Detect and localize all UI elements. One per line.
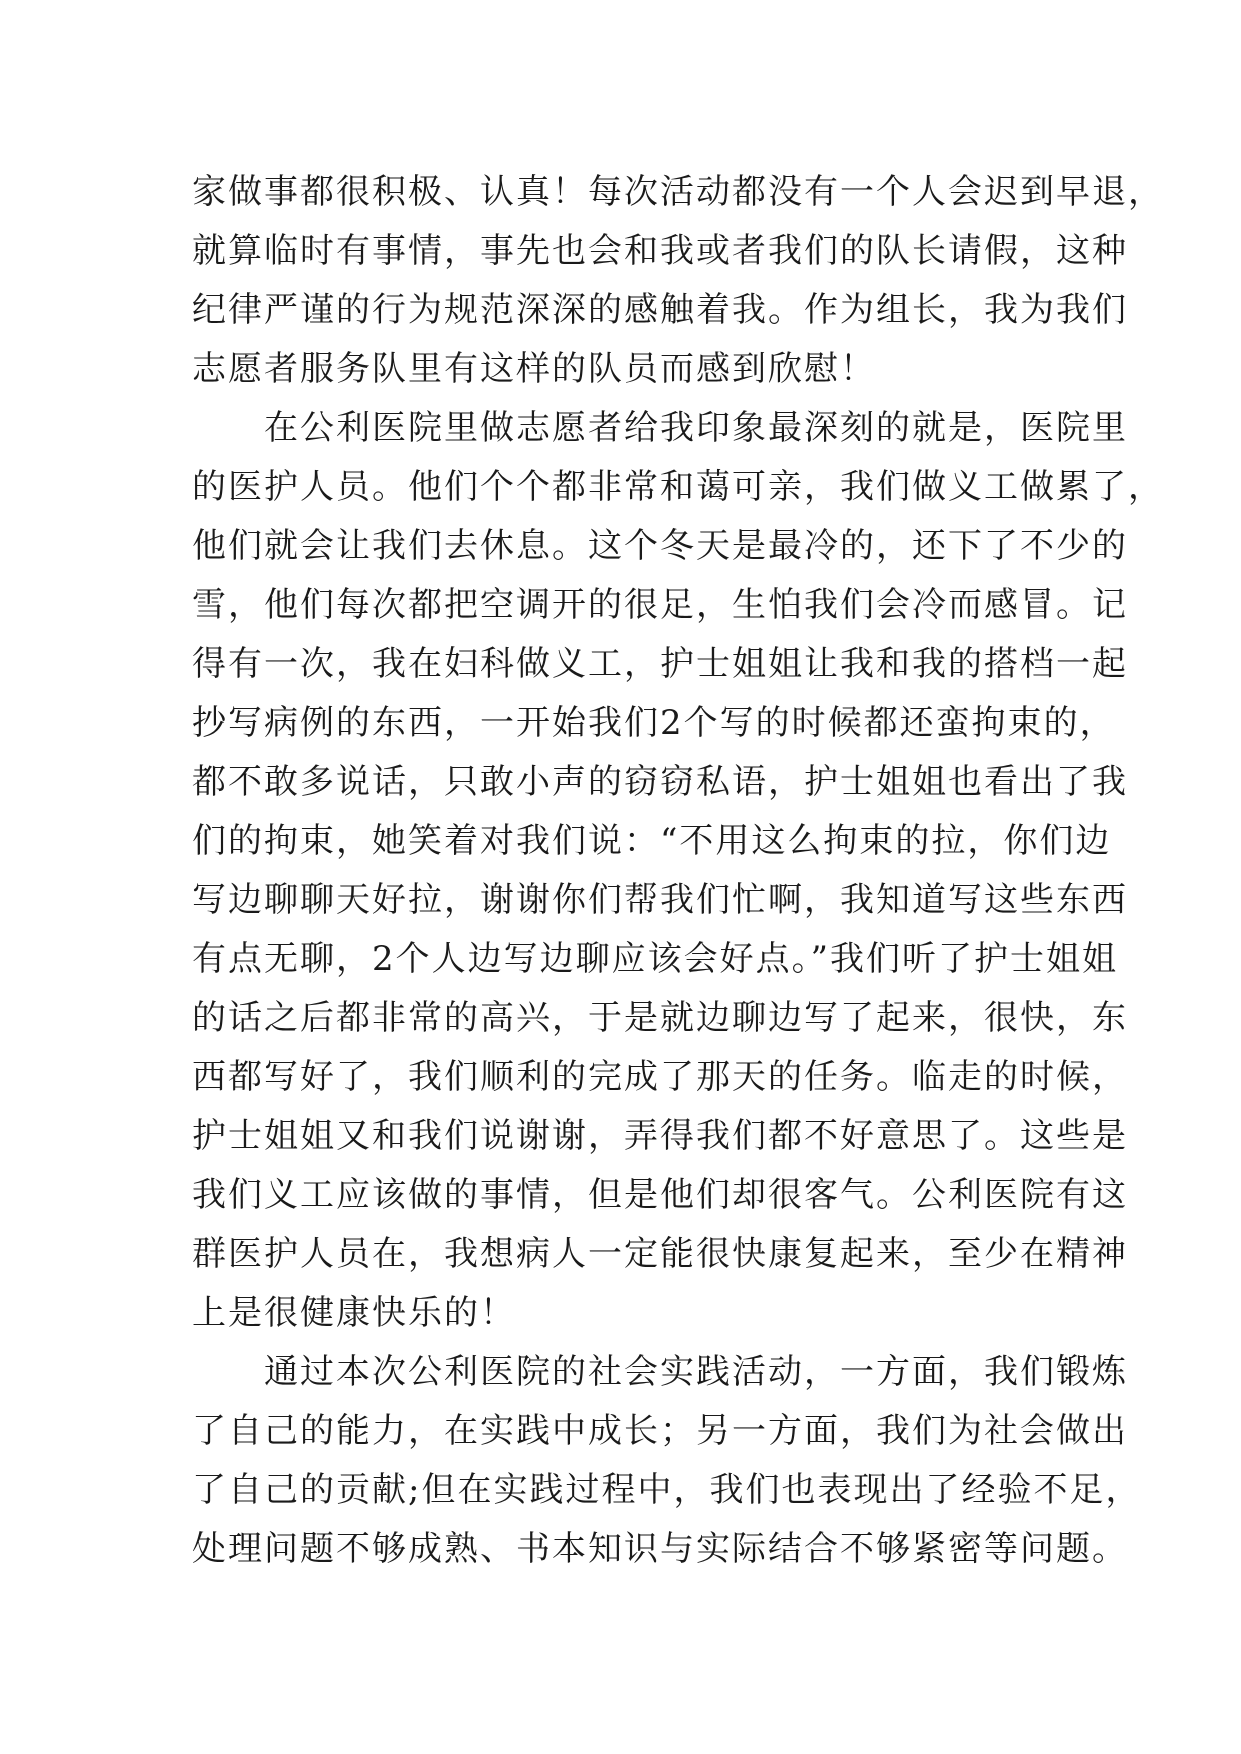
- text-line: 志愿者服务队里有这样的队员而感到欣慰！: [192, 349, 876, 389]
- text-line: 的医护人员。他们个个都非常和蔼可亲，我们做义工做累了，: [192, 467, 1164, 507]
- text-line: 西都写好了，我们顺利的完成了那天的任务。临走的时候，: [192, 1057, 1128, 1097]
- text-line: 了自己的能力，在实践中成长；另一方面，我们为社会做出: [192, 1411, 1128, 1451]
- body-text: [192, 163, 1164, 1579]
- text-line: 通过本次公利医院的社会实践活动，一方面，我们锻炼: [192, 1352, 1128, 1392]
- text-line: 处理问题不够成熟、书本知识与实际结合不够紧密等问题。: [192, 1529, 1128, 1569]
- text-line: 雪，他们每次都把空调开的很足，生怕我们会冷而感冒。记: [192, 585, 1128, 625]
- text-line: 有点无聊，2个人边写边聊应该会好点。”我们听了护士姐姐: [192, 939, 1119, 979]
- text-line: 得有一次，我在妇科做义工，护士姐姐让我和我的搭档一起: [192, 644, 1128, 684]
- text-line: 他们就会让我们去休息。这个冬天是最冷的，还下了不少的: [192, 526, 1128, 566]
- text-line: 群医护人员在，我想病人一定能很快康复起来，至少在精神: [192, 1234, 1128, 1274]
- text-line: 都不敢多说话，只敢小声的窃窃私语，护士姐姐也看出了我: [192, 762, 1128, 802]
- text-line: 护士姐姐又和我们说谢谢，弄得我们都不好意思了。这些是: [192, 1116, 1128, 1156]
- text-line: 就算临时有事情，事先也会和我或者我们的队长请假，这种: [192, 231, 1128, 271]
- text-line: 家做事都很积极、认真！每次活动都没有一个人会迟到早退，: [192, 172, 1164, 212]
- text-line: 抄写病例的东西，一开始我们2个写的时候都还蛮拘束的，: [192, 703, 1116, 743]
- text-line: 上是很健康快乐的！: [192, 1293, 516, 1333]
- text-line: 纪律严谨的行为规范深深的感触着我。作为组长，我为我们: [192, 290, 1128, 330]
- text-line: 写边聊聊天好拉，谢谢你们帮我们忙啊，我知道写这些东西: [192, 880, 1128, 920]
- text-line: 们的拘束，她笑着对我们说：“不用这么拘束的拉，你们边: [192, 821, 1112, 861]
- text-line: 了自己的贡献;但在实践过程中，我们也表现出了经验不足，: [192, 1470, 1142, 1510]
- text-line: 在公利医院里做志愿者给我印象最深刻的就是，医院里: [192, 408, 1128, 448]
- text-line: 的话之后都非常的高兴，于是就边聊边写了起来，很快，东: [192, 998, 1128, 1038]
- text-line: 我们义工应该做的事情，但是他们却很客气。公利医院有这: [192, 1175, 1128, 1215]
